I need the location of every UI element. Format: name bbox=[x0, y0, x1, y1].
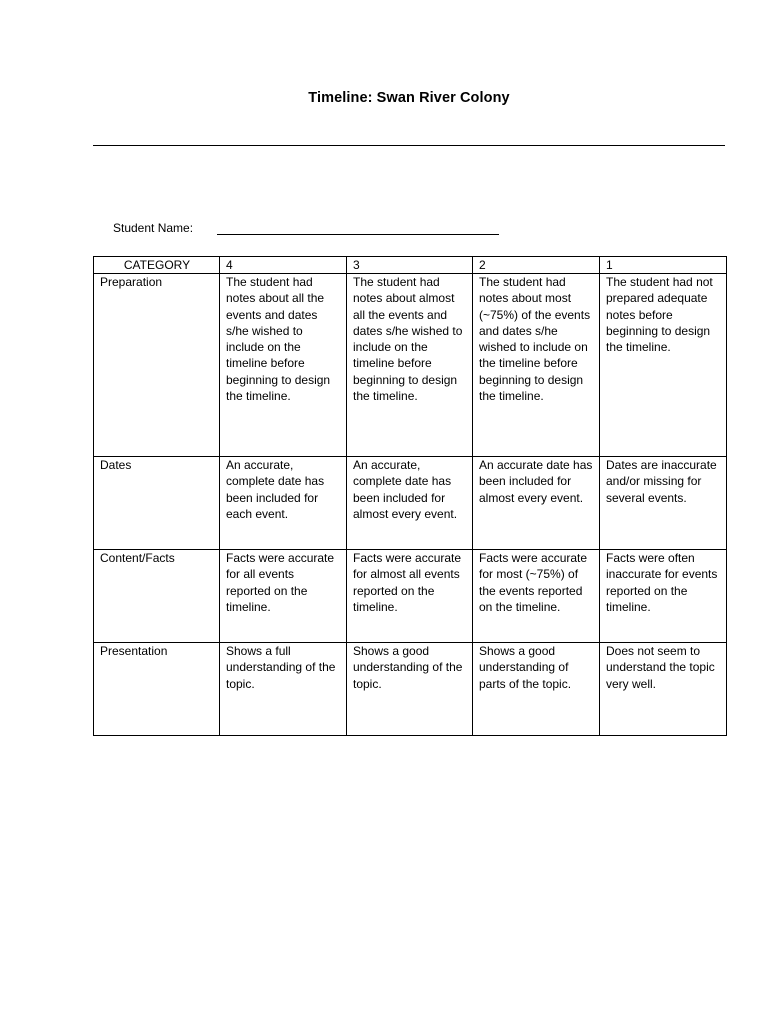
criteria-cell-4: An accurate, complete date has been included for each event. bbox=[220, 457, 347, 550]
student-name-line bbox=[217, 234, 499, 235]
rubric-header-row bbox=[94, 257, 727, 274]
criteria-cell-1: Facts were often inaccurate for events reported on the timeline. bbox=[600, 550, 727, 643]
criteria-cell-4: Facts were accurate for all events reported on the timeline. bbox=[220, 550, 347, 643]
criteria-cell-2: The student had notes about most (~75%) of the events and dates s/he wished to include on the timeline before beginning to design the timeline. bbox=[473, 274, 600, 457]
criteria-cell-4: Shows a full understanding of the topic. bbox=[220, 643, 347, 736]
criteria-cell-2: Shows a good understanding of parts of the topic. bbox=[473, 643, 600, 736]
header-score-4: 4 bbox=[220, 257, 347, 274]
criteria-cell-3: Shows a good understanding of the topic. bbox=[347, 643, 473, 736]
header-score-1: 1 bbox=[600, 257, 727, 274]
criteria-cell-3: An accurate, complete date has been included for almost every event. bbox=[347, 457, 473, 550]
header-category: CATEGORY bbox=[94, 257, 220, 274]
category-cell: Content/Facts bbox=[94, 550, 220, 643]
table-row-presentation bbox=[94, 643, 727, 736]
criteria-cell-1: The student had not prepared adequate notes before beginning to design the timeline. bbox=[600, 274, 727, 457]
page-title: Timeline: Swan River Colony bbox=[308, 90, 510, 106]
table-row-content-facts bbox=[94, 550, 727, 643]
criteria-cell-1: Does not seem to understand the topic very well. bbox=[600, 643, 727, 736]
rubric-table bbox=[93, 256, 727, 736]
header-score-2: 2 bbox=[473, 257, 600, 274]
category-cell: Preparation bbox=[94, 274, 220, 457]
criteria-cell-2: Facts were accurate for most (~75%) of the events reported on the timeline. bbox=[473, 550, 600, 643]
header-score-3: 3 bbox=[347, 257, 473, 274]
student-name-label: Student Name: bbox=[113, 221, 194, 235]
criteria-cell-3: Facts were accurate for almost all events reported on the timeline. bbox=[347, 550, 473, 643]
title-rule bbox=[93, 145, 725, 146]
criteria-cell-2: An accurate date has been included for almost every event. bbox=[473, 457, 600, 550]
criteria-cell-3: The student had notes about almost all the events and dates s/he wished to include on the timeline before beginning to design the timeline. bbox=[347, 274, 473, 457]
criteria-cell-1: Dates are inaccurate and/or missing for several events. bbox=[600, 457, 727, 550]
criteria-cell-4: The student had notes about all the events and dates s/he wished to include on the timeline before beginning to design the timeline. bbox=[220, 274, 347, 457]
table-row-preparation bbox=[94, 274, 727, 457]
category-cell: Dates bbox=[94, 457, 220, 550]
table-row-dates bbox=[94, 457, 727, 550]
category-cell: Presentation bbox=[94, 643, 220, 736]
